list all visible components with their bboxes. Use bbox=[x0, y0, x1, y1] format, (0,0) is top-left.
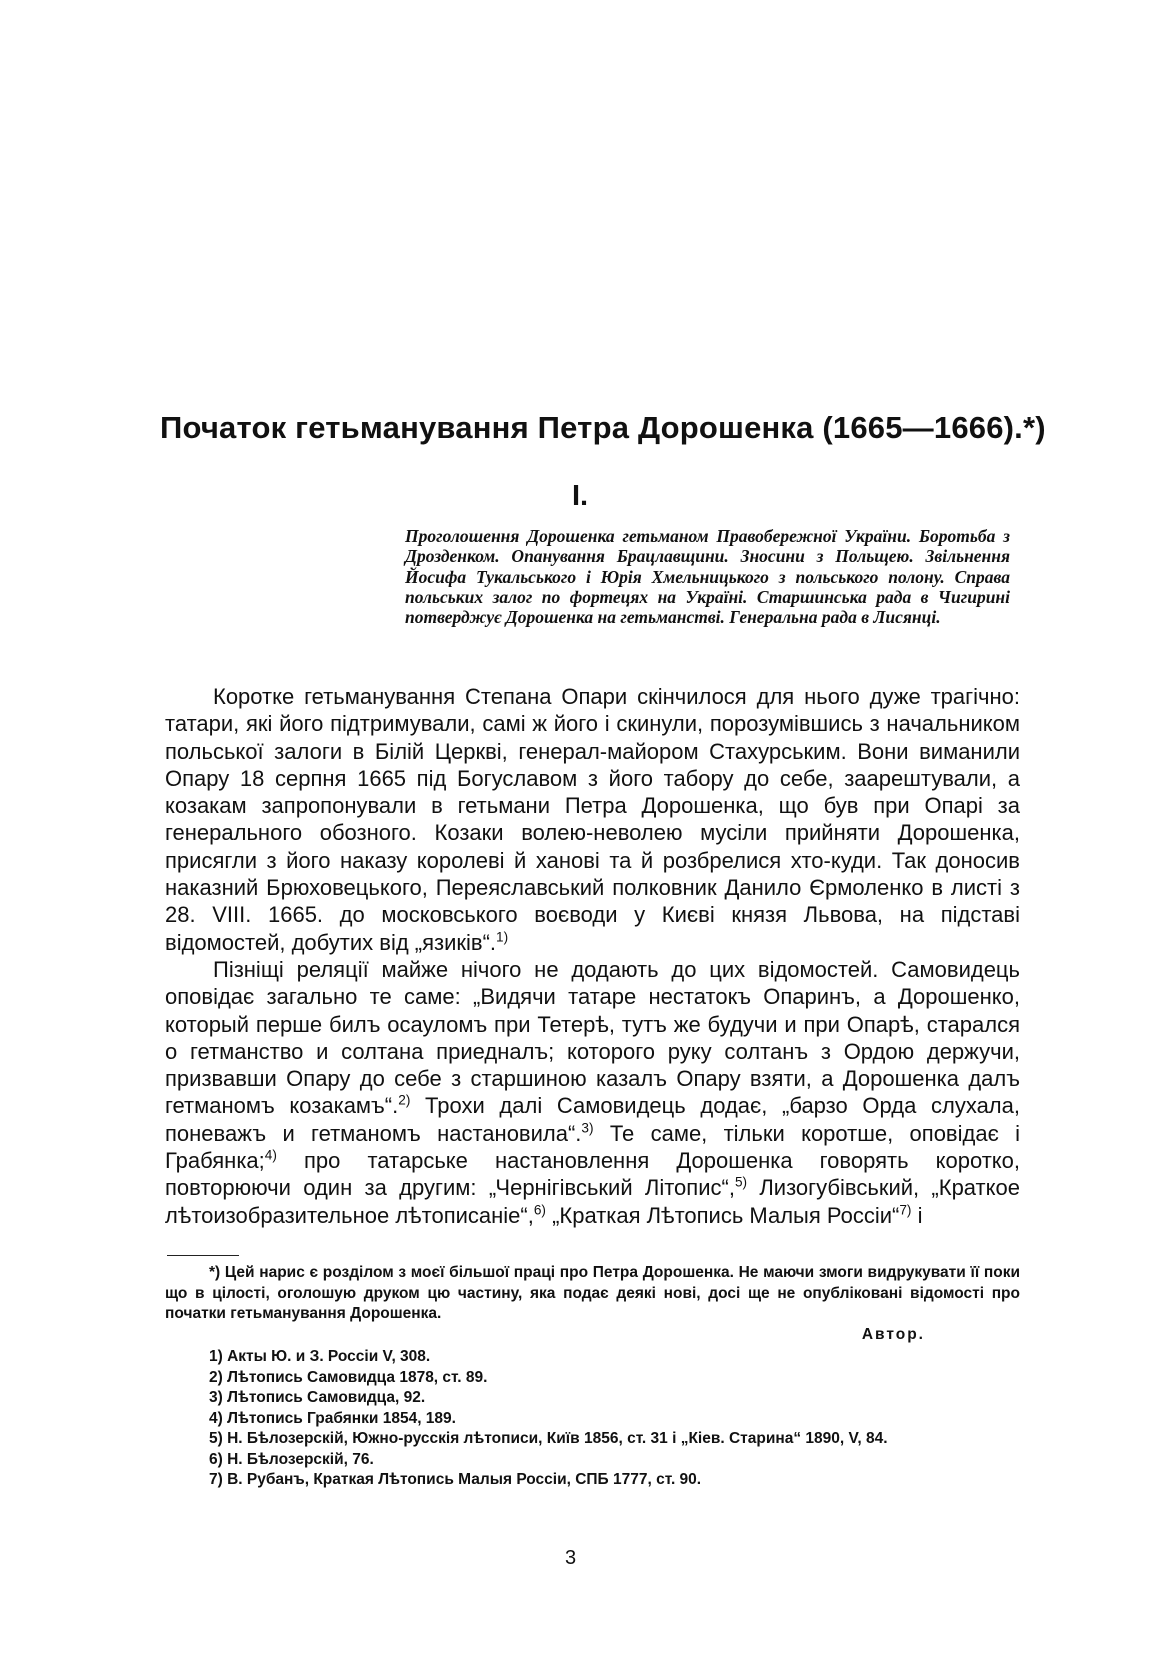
paragraph-2-text-d: про татарське настановлення Дорошенка говорять коротко, повторюючи один за другим: „Чернігівський Літопис“, bbox=[165, 1148, 1020, 1201]
footnote-ref-5: 5) bbox=[734, 1175, 748, 1191]
paragraph-2-text-e: Лизогубівський, „Краткое лѣтоизобразительное лѣтописаніе“, bbox=[165, 1175, 1020, 1228]
footnote-item: 4) Лѣтопись Грабянки 1854, 189. bbox=[209, 1409, 456, 1427]
footnote-ref-2: 2) bbox=[398, 1093, 411, 1109]
footnote-ref-7: 7) bbox=[899, 1202, 912, 1218]
footnote-item: 6) Н. Бѣлозерскій, 76. bbox=[209, 1450, 374, 1468]
paragraph-2-text-g: і bbox=[911, 1202, 923, 1228]
footnote-ref-3: 3) bbox=[581, 1120, 594, 1136]
paragraph-2-text: Пізніщі реляції майже нічого не додають до цих відомостей. Самовидець оповідає загально те саме: „Видячи татаре нестатокъ Опаринъ, а Дорошенко, который перше билъ осауломъ при Тетерѣ, тутъ же будучи и при Опарѣ, старался о гетманство и солтана приедналъ; которого руку солтанъ з Ордою держучи, призвавши Опару до себе з старшиною казалъ Опару взяти, а Дорошенка далъ гетманомъ козакамъ“. bbox=[165, 956, 1020, 1119]
footnotes bbox=[165, 1263, 1020, 1491]
article-title: Початок гетьманування Петра Дорошенка (1665—1666).*) bbox=[160, 410, 1046, 445]
body-text bbox=[165, 683, 1020, 1229]
paragraph-2 bbox=[165, 956, 1020, 1229]
paragraph-1 bbox=[165, 683, 1020, 956]
footnote-author-signature: Автор. bbox=[861, 1325, 925, 1343]
paragraph-2-text-f: „Краткая Лѣтопись Малыя Россіи“ bbox=[545, 1202, 900, 1228]
footnote-item: 7) В. Рубанъ, Краткая Лѣтопись Малыя Россіи, СПБ 1777, ст. 90. bbox=[209, 1471, 702, 1488]
section-number: I. bbox=[572, 480, 589, 512]
footnote-item: 5) Н. Бѣлозерскій, Южно-русскія лѣтописи, Київ 1856, ст. 31 і „Кіев. Старина“ 1890, V, 84. bbox=[209, 1430, 888, 1447]
section-abstract: Проголошення Дорошенка гетьманом Правобережної України. Боротьба з Дрозденком. Опанування Брацлавщини. Зносини з Польщею. Звільнення Йосифа Тукальського і Юрія Хмельницького з польського полону. Справа польських залог по фортецях на Україні. Старшинська рада в Чигирині потверджує Дорошенка на гетьманстві. Генеральна рада в Лисянці. bbox=[405, 526, 1010, 628]
footnote-ref-6: 6) bbox=[533, 1202, 546, 1218]
footnote-item: 1) Акты Ю. и З. Россіи V, 308. bbox=[209, 1348, 431, 1365]
paragraph-1-text: Коротке гетьманування Степана Опари скінчилося для нього дуже трагічно: татари, які його підтримували, самі ж його і скинули, порозумівшись з начальником польської залоги в Білій Церкві, генерал-майором Стахурським. Вони виманили Опару 18 серпня 1665 під Богуславом з його табору до себе, заарештували, а козакам запропонували в гетьмани Петра Дорошенка, що був при Опарі за генерального обозного. Козаки волею-неволею мусіли прийняти Дорошенка, присягли з його наказу королеві й ханові та й розбрелися хто-куди. Так доносив наказний Брюховецького, Переяславський полковник Данило Єрмоленко в листі з 28. VIII. 1665. до московського воєводи у Києві князя Львова, на підставі відомостей, добутих від „язиків“. bbox=[165, 684, 1020, 955]
footnote-ref-4: 4) bbox=[264, 1147, 277, 1163]
footnote-item: 2) Лѣтопись Самовидца 1878, ст. 89. bbox=[209, 1368, 488, 1386]
page-number: 3 bbox=[565, 1547, 577, 1569]
footnote-item: 3) Лѣтопись Самовидца, 92. bbox=[209, 1389, 426, 1406]
footnote-ref-1: 1) bbox=[496, 929, 509, 945]
paragraph-2-text-b: Трохи далі Самовидець додає, „барзо Орда слухала, поневажъ и гетманомъ настановила“. bbox=[165, 1093, 1020, 1146]
footnote-divider bbox=[167, 1255, 239, 1256]
footnote-author-note: *) Цей нарис є розділом з моєї більшої праці про Петра Дорошенка. Не маючи змоги видрукувати її поки що в цілості, оголошую друком цю частину, яка подає деякі нові, досі ще не опубліковані відомості про початки гетьманування Дорошенка. bbox=[165, 1264, 1020, 1322]
paragraph-2-text-c: Те саме, тільки коротше, оповідає і Грабянка; bbox=[165, 1120, 1020, 1174]
footnote-list bbox=[165, 1347, 1020, 1491]
